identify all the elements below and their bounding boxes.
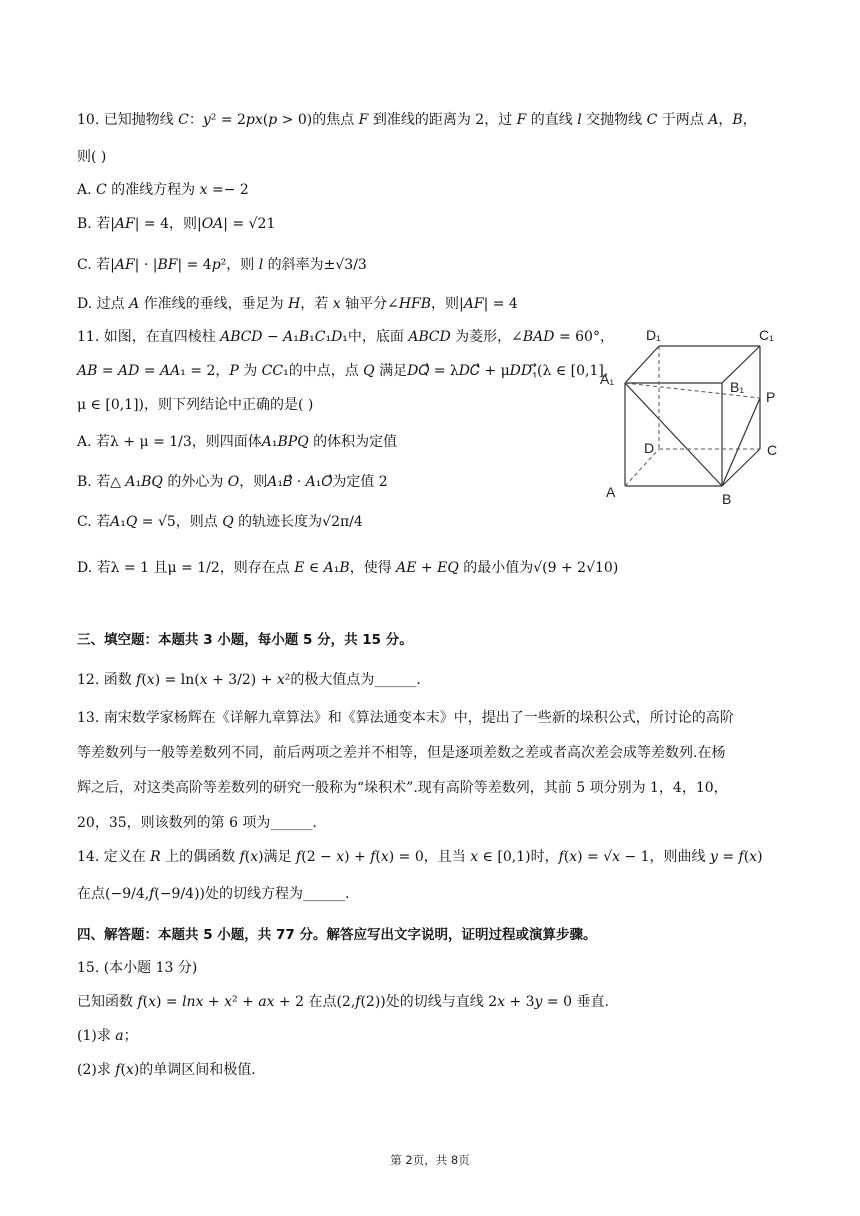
text-line: μ ∈ [0,1])，则下列结论中正确的是( )	[77, 397, 314, 413]
text-line: 已知函数 𝑓(𝑥) = 𝑙𝑛𝑥 + 𝑥² + 𝑎𝑥 + 2 在点(2,𝑓(2))处的切线与直线 2𝑥 + 3𝑦 = 0 垂直.	[77, 994, 609, 1010]
text-line: 13. 南宋数学家杨辉在《详解九章算法》和《算法通变本末》中，提出了一些新的垛积公式，所讨论的高阶	[77, 710, 734, 726]
label-D: D	[644, 440, 655, 456]
text-line: (1)求 𝑎；	[77, 1028, 138, 1044]
text-line: 15. (本小题 13 分)	[77, 960, 198, 976]
label-D1: D₁	[646, 327, 661, 343]
text-line: (2)求 𝑓(𝑥)的单调区间和极值.	[77, 1062, 256, 1078]
text-line: 则( )	[77, 149, 107, 165]
prism-figure	[596, 322, 796, 512]
section-heading: 四、解答题：本题共 5 小题，共 77 分。解答应写出文字说明，证明过程或演算步骤。	[77, 927, 597, 943]
label-B1: B₁	[730, 379, 745, 395]
page-footer: 第 2页，共 8页	[390, 1153, 470, 1167]
text-line: D. 过点 𝐴 作准线的垂线，垂足为 𝐻，若 𝑥 轴平分∠𝐻𝐹𝐵，则|𝐴𝐹| = 4	[77, 296, 518, 312]
label-P: P	[766, 389, 776, 405]
label-C: C	[767, 442, 778, 458]
text-line: 20，35，则该数列的第 6 项为______.	[77, 815, 317, 831]
text-line: B. 若|𝐴𝐹| = 4，则|𝑂𝐴| = √21	[77, 216, 276, 232]
label-A: A	[606, 484, 616, 500]
text-line: A. 𝐶 的准线方程为 𝑥 =− 2	[77, 182, 249, 198]
label-A1: A₁	[600, 371, 615, 387]
text-line: C. 若|𝐴𝐹| · |𝐵𝐹| = 4𝑝²，则 𝑙 的斜率为±√3/3	[77, 257, 367, 273]
text-line: 在点(−9/4,𝑓(−9/4))处的切线方程为______.	[77, 886, 350, 902]
text-line: A. 若λ + μ = 1/3，则四面体𝐴₁𝐵𝑃𝑄 的体积为定值	[77, 434, 398, 450]
text-line: D. 若λ = 1 且μ = 1/2，则存在点 𝐸 ∈ 𝐴₁𝐵，使得 𝐴𝐸 + 𝐸𝑄 的最小值为√(9 + 2√10)	[77, 560, 619, 576]
label-C1: C₁	[759, 327, 774, 343]
text-line: 12. 函数 𝑓(𝑥) = ln(𝑥 + 3/2) + 𝑥²的极大值点为______.	[77, 672, 421, 688]
text-line: 辉之后，对这类高阶等差数列的研究一般称为“垛积术”.现有高阶等差数列，其前 5 项分别为 1，4，10，	[77, 780, 728, 796]
text-line: B. 若△ 𝐴₁𝐵𝑄 的外心为 𝑂，则𝐴₁𝐵⃗ · 𝐴₁𝑂⃗为定值 2	[77, 474, 388, 490]
text-line: 10. 已知抛物线 𝐶：𝑦² = 2𝑝𝑥(𝑝 > 0)的焦点 𝐹 到准线的距离为 2，过 𝐹 的直线 𝑙 交抛物线 𝐶 于两点 𝐴，𝐵，	[77, 112, 757, 128]
text-line: C. 若𝐴₁𝑄 = √5，则点 𝑄 的轨迹长度为√2π/4	[77, 514, 363, 530]
text-line: 等差数列与一般等差数列不同，前后两项之差并不相等，但是逐项差数之差或者高次差会成等差数列.在杨	[77, 745, 726, 761]
text-line: 𝐴𝐵 = 𝐴𝐷 = 𝐴𝐴₁ = 2，𝑃 为 𝐶𝐶₁的中点，点 𝑄 满足𝐷𝑄⃗ = λ𝐷𝐶⃗ + μ𝐷𝐷₁⃗(λ ∈ [0,1],	[77, 363, 609, 379]
text-line: 11. 如图，在直四棱柱 𝐴𝐵𝐶𝐷 − 𝐴₁𝐵₁𝐶₁𝐷₁中，底面 𝐴𝐵𝐶𝐷 为菱形，∠𝐵𝐴𝐷 = 60°，	[77, 329, 614, 345]
section-heading: 三、填空题：本题共 3 小题，每小题 5 分，共 15 分。	[77, 632, 413, 648]
text-line: 14. 定义在 𝑅 上的偶函数 𝑓(𝑥)满足 𝑓(2 − 𝑥) + 𝑓(𝑥) = 0，且当 𝑥 ∈ [0,1)时，𝑓(𝑥) = √𝑥 − 1，则曲线 𝑦 = 𝑓(𝑥)	[77, 849, 763, 865]
label-B: B	[722, 491, 732, 507]
